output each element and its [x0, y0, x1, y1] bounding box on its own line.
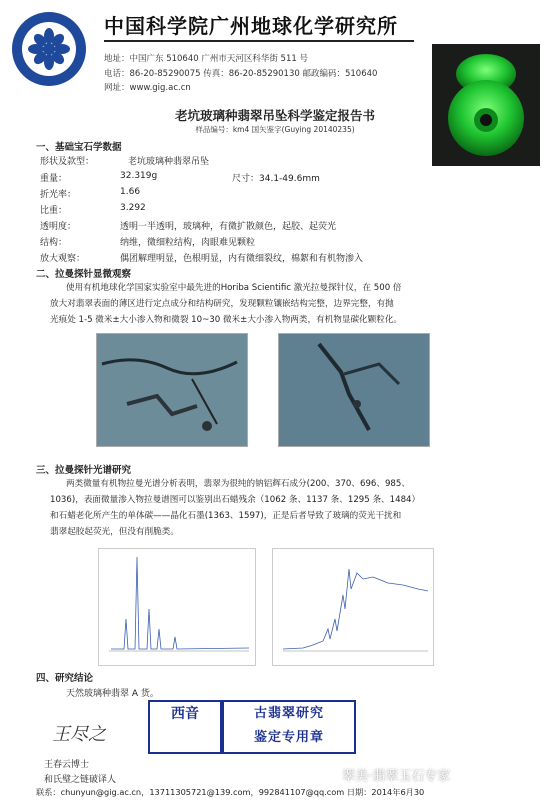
row-value: 纳维，微细粒结构，肉眼难见颗粒: [120, 238, 256, 248]
row-value: 老坑玻璃种翡翠吊坠: [128, 157, 210, 167]
micrograph-right: [278, 333, 430, 447]
seal-left-text: 西音: [171, 706, 199, 722]
section4-heading: 四、研究结论: [36, 673, 94, 684]
org-title: 中国科学院广州地球化学研究所: [104, 14, 398, 38]
conclusion-text: 天然玻璃种翡翠 A 货。: [66, 689, 159, 699]
raman-spectrum-right: [272, 548, 434, 666]
row-label: 折光率：: [40, 190, 77, 200]
seal-left: [148, 700, 222, 754]
website-line: 网址：www.gig.ac.cn: [104, 83, 191, 93]
row-label: 比重：: [40, 206, 68, 216]
section2-line: 放大对翡翠表面的薄区进行定点成分和结构研究，发现颗粒镶嵌结构完整，边界完整，有抛: [50, 299, 394, 309]
address-line: 地址：中国广东 510640 广州市天河区科华街 511 号: [104, 54, 308, 64]
report-number: 样品编号：km4 国矢鉴字(Guying 20140235): [195, 125, 355, 134]
row-value: 透明一半透明，玻璃种，有微扩散颜色，起胶、起荧光: [120, 222, 337, 232]
row-value: 偶团解理明显，色根明显，内有微细裂纹，棉絮和有机物渗入: [120, 254, 364, 264]
header-rule: [104, 40, 414, 42]
report-title: 老坑玻璃种翡翠吊坠科学鉴定报告书: [174, 108, 375, 123]
seal-right: [222, 700, 356, 754]
phone-line: 电话：86-20-85290075 传真：86-20-85290130 邮政编码：510640: [104, 69, 378, 79]
section3-heading: 三、拉曼探针光谱研究: [36, 465, 132, 476]
row-value: 1.66: [120, 187, 141, 197]
row-label: 形状及款型：: [40, 157, 95, 167]
section3-line: 两类微量有机物拉曼光谱分析表明，翡翠为很纯的钠铝辉石成分(200、370、696、985、: [66, 479, 410, 489]
section2-heading: 二、拉曼探针显微观察: [36, 269, 132, 280]
signer-title: 和氏璧之链破译人: [44, 775, 117, 785]
section3-line: 和石蜡老化所产生的单体碳——晶化石墨(1363、1597)，正是后者导致了玻璃的荧光干扰和: [50, 511, 402, 521]
jade-pendant-photo: [432, 44, 540, 166]
handwritten-signature: 王尽之: [52, 724, 106, 745]
row-value: 3.292: [120, 203, 146, 213]
seal-right-line1: 古翡翠研究: [253, 706, 324, 721]
micrograph-left: [96, 333, 248, 447]
cas-logo: [12, 12, 86, 86]
section3-line: 翡翠起胶起荧光，但没有削脆类。: [50, 527, 179, 537]
row-label: 重量：: [40, 174, 68, 184]
section3-line: 1036)，表面微量渗入物拉曼谱图可以鉴别出石蜡残余（1062 条、1137 条、1295 条、1484）: [50, 495, 421, 505]
contact-line: 联系：chunyun@gig.ac.cn，13711305721@139.com，992841107@qq.com 日期：2014年6月30: [36, 787, 425, 797]
raman-spectrum-left: [98, 548, 256, 666]
size-value: 尺寸：34.1-49.6mm: [232, 174, 320, 184]
row-label: 结构：: [40, 238, 68, 248]
watermark-text: 翠美·翡翠玉石专家: [342, 769, 451, 784]
row-label: 透明度：: [40, 222, 77, 232]
section2-line: 使用有机地球化学国家实验室中最先进的Horiba Scientific 激光拉曼探针仪，在 500 倍: [66, 283, 402, 293]
row-label: 放大观察：: [40, 254, 86, 264]
signer-name: 王春云博士: [44, 760, 90, 770]
section2-line: 光痕处 1-5 微米±大小渗入物和微裂 10~30 微米±大小渗入物两类，有机物显碳化颗粒化。: [50, 315, 403, 325]
section1-heading: 一、基础宝石学数据: [36, 142, 122, 153]
row-value: 32.319g: [120, 171, 158, 181]
seal-right-line2: 鉴定专用章: [253, 730, 324, 745]
